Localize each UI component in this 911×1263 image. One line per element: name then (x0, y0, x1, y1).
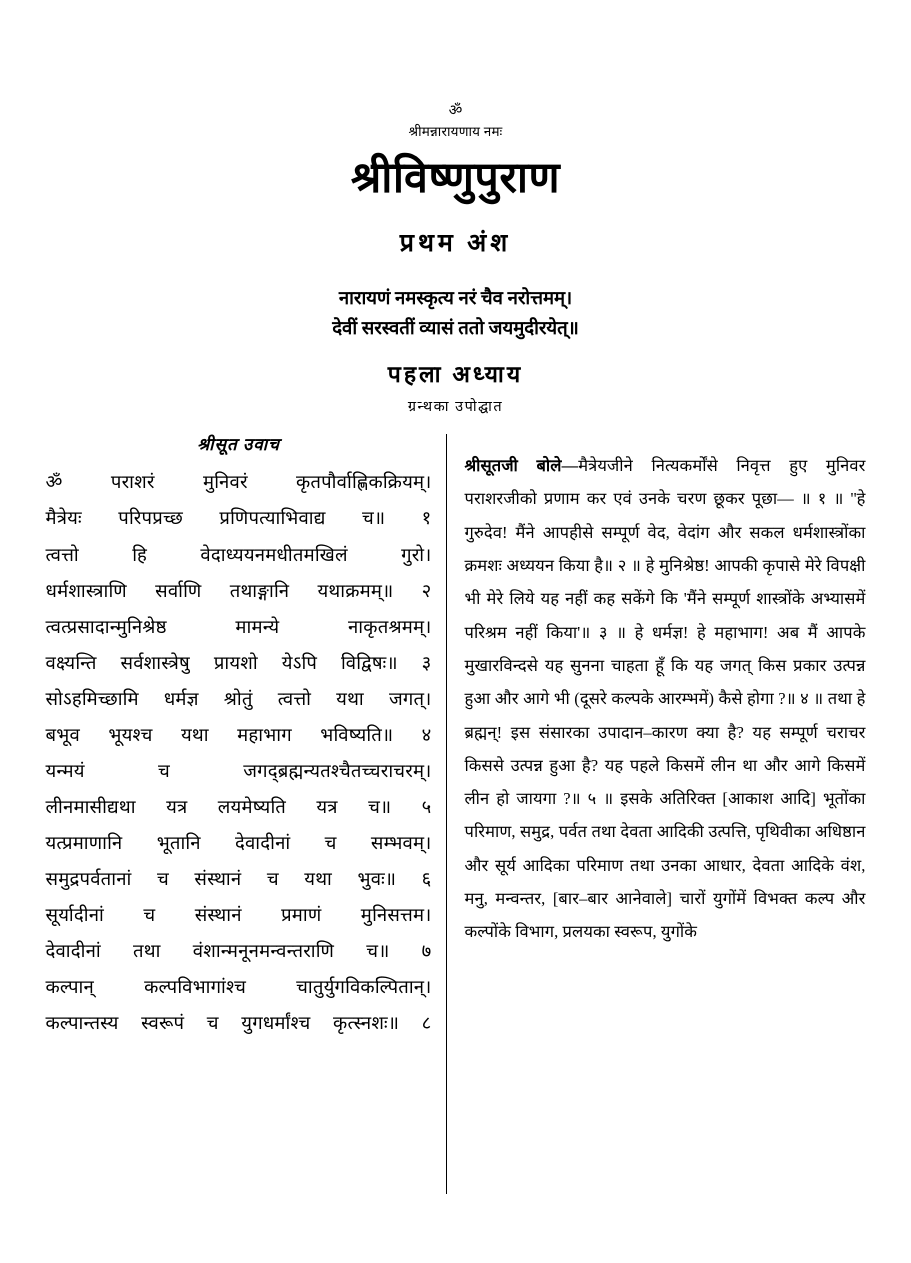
translation-text: मैत्रेयजीने नित्यकर्मोंसे निवृत्त हुए मुनिवर पराशरजीको प्रणाम कर एवं उनके चरण छूकर पूछा— ॥ १ ॥ ''हे गुरुदेव! मैंने आपहीसे सम्पूर्ण वेद, वेदांग और सकल धर्मशास्त्रोंका क्रमशः अध्ययन किया है॥ २ ॥ हे मुनिश्रेष्ठ! आपकी कृपासे मेरे विपक्षी भी मेरे लिये यह नहीं कह सकेंगे कि 'मैंने सम्पूर्ण शास्त्रोंके अभ्यासमें परिश्रम नहीं किया'॥ ३ ॥ हे धर्मज्ञ! हे महाभाग! अब मैं आपके मुखारविन्दसे यह सुनना चाहता हूँ कि यह जगत्‌ किस प्रकार उत्पन्न हुआ और आगे भी (दूसरे कल्पके आरम्भमें) कैसे होगा ?॥ ४ ॥ तथा हे ब्रह्मन्‌! इस संसारका उपादान–कारण क्या है? यह सम्पूर्ण चराचर किससे उत्पन्न हुआ है? यह पहले किसमें लीन था और आगे किसमें लीन हो जायगा ?॥ ५ ॥ इसके अतिरिक्त [आकाश आदि] भूतोंका परिमाण, समुद्र, पर्वत तथा देवता आदिकी उत्पत्ति, पृथिवीका अधिष्ठान और सूर्य आदिका परिमाण तथा उनका आधार, देवता आदिके वंश, मनु, मन्वन्तर, [बार–बार आनेवाले] चारों युगोंमें विभक्त कल्प और कल्पोंके विभाग, प्रलयका स्वरूप, युगोंके (464, 455, 866, 942)
verse-block (46, 465, 432, 1042)
verse-line: देवादीनां तथा वंशान्मनूनमन्वन्तराणि च॥ ७ (45, 942, 432, 963)
verse-line: यन्मयं च जगद्ब्रह्मन्यतश्चैतच्चराचरम्‌। (45, 761, 432, 782)
verse-line: ॐ पराशरं मुनिवरं कृतपौर्वाह्णिकक्रियम्‌। (45, 473, 432, 494)
sanskrit-column (46, 432, 446, 1042)
mangala-line-2: देवीं सरस्वतीं व्यासं ततो जयमुदीरयेत्‌॥ (332, 319, 579, 340)
verse-line: सूर्यादीनां च संस्थानं प्रमाणं मुनिसत्तम। (45, 906, 432, 927)
translation-paragraph (465, 449, 866, 949)
verse-line: सोऽहमिच्छामि धर्मज्ञ श्रोतुं त्वत्तो यथा जगत्‌। (45, 689, 432, 710)
speaker-label: श्रीसूत उवाच (197, 435, 280, 455)
verse-line: लीनमासीद्यथा यत्र लयमेष्यति यत्र च॥ ५ (45, 797, 432, 818)
mangala-verse (0, 285, 911, 345)
page-title: श्रीविष्णुपुराण (350, 155, 561, 202)
verse-line: धर्मशास्त्राणि सर्वाणि तथाङ्गानि यथाक्रमम्‌॥ २ (45, 581, 432, 602)
body-columns (46, 432, 866, 1194)
invocation-line: श्रीमन्नारायणाय नमः (408, 124, 503, 139)
chapter-title: पहला अध्याय (387, 362, 524, 388)
page-header (0, 0, 911, 416)
verse-line: वक्ष्यन्ति सर्वशास्त्रेषु प्रायशो येऽपि विद्विषः॥ ३ (45, 653, 432, 674)
translation-column (447, 432, 866, 965)
verse-line: बभूव भूयश्च यथा महाभाग भविष्यति॥ ४ (45, 725, 432, 746)
translation-lead-in: श्रीसूतजी बोले— (464, 455, 579, 475)
verse-line: त्वत्तो हि वेदाध्ययनमधीतमखिलं गुरो। (45, 545, 432, 566)
mangala-line-1: नारायणं नमस्कृत्य नरं चैव नरोत्तमम्‌। (338, 289, 573, 310)
verse-line: समुद्रपर्वतानां च संस्थानं च यथा भुवः॥ ६ (45, 870, 432, 891)
part-title: प्रथम अंश (399, 230, 512, 258)
chapter-subtitle: ग्रन्थका उपोद्घात (407, 399, 504, 416)
verse-line: कल्पान्‌ कल्पविभागांश्च चातुर्युगविकल्पितान्‌। (45, 978, 432, 999)
verse-line: यत्प्रमाणानि भूतानि देवादीनां च सम्भवम्‌। (45, 834, 432, 854)
verse-line: त्वत्प्रसादान्मुनिश्रेष्ठ मामन्ये नाकृतश्रमम्‌। (45, 617, 432, 638)
verse-line: कल्पान्तस्य स्वरूपं च युगधर्मांश्च कृत्स्नशः॥ ८ (45, 1014, 432, 1035)
verse-line: मैत्रेयः परिपप्रच्छ प्रणिपत्याभिवाद्य च॥ १ (45, 509, 432, 530)
om-symbol: ॐ (448, 103, 463, 119)
